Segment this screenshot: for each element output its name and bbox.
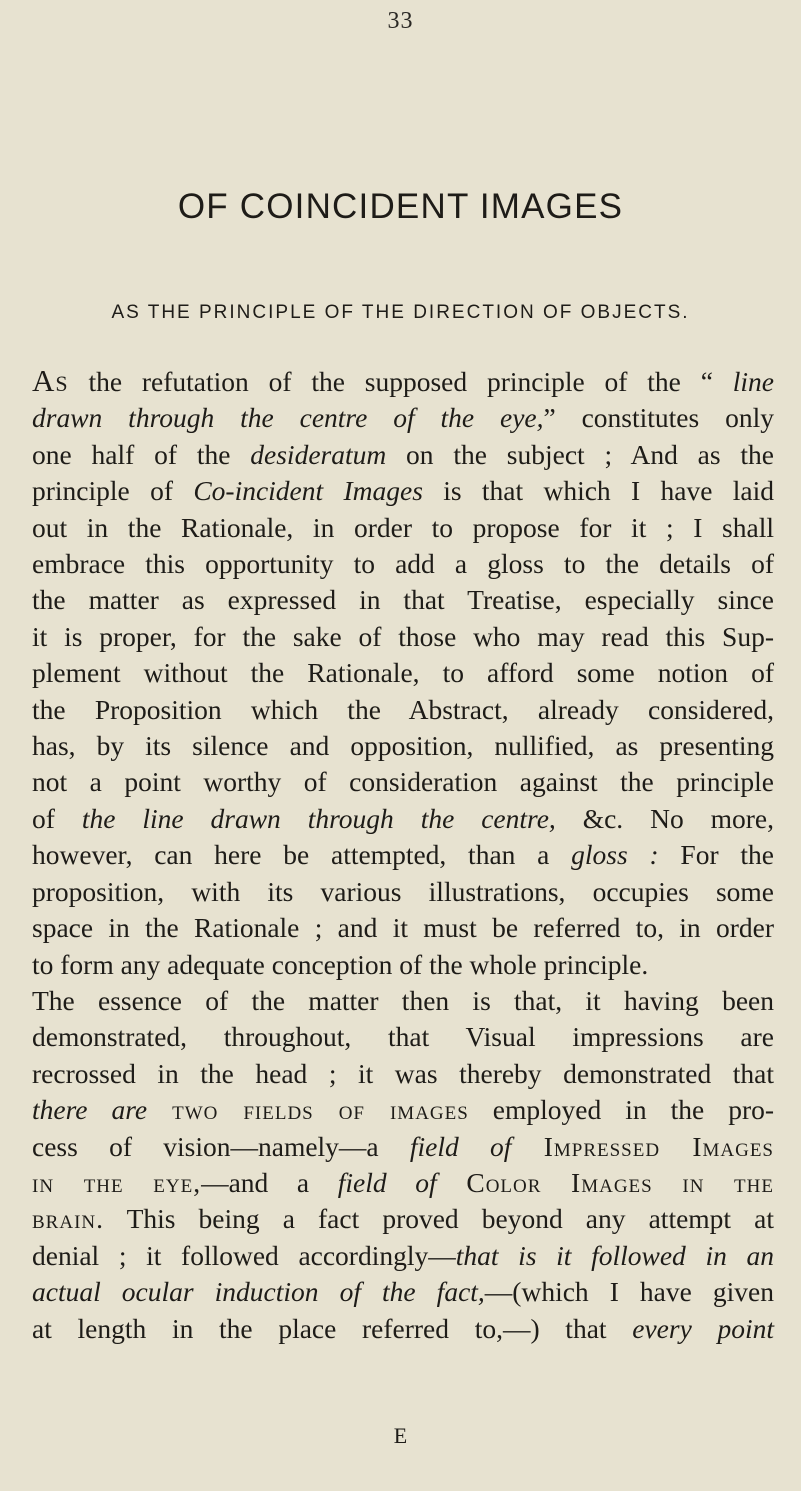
- text-line: drawn through the centre of the eye,” constitutes only: [32, 402, 774, 434]
- text-line: embrace this opportunity to add a gloss to the details of: [32, 548, 774, 580]
- text-line: demonstrated, throughout, that Visual impressions are: [32, 1021, 774, 1053]
- text-line: not a point worthy of consideration against the principle: [32, 766, 774, 798]
- text-line: recrossed in the head ; it was thereby demonstrated that: [32, 1057, 774, 1089]
- text-line: cess of vision—namely—a field of Impressed Images: [32, 1130, 774, 1162]
- text-line: has, by its silence and opposition, nullified, as presenting: [32, 730, 774, 762]
- text-line: the Proposition which the Abstract, already considered,: [32, 693, 774, 725]
- signature-mark: E: [393, 1423, 408, 1448]
- text-line: denial ; it followed accordingly—that is it followed in an: [32, 1239, 774, 1271]
- text-line: the matter as expressed in that Treatise, especially since: [32, 584, 774, 616]
- text-line: in the eye,—and a field of Color Images in the: [32, 1166, 774, 1198]
- text-line: plement without the Rationale, to afford some notion of: [32, 657, 774, 689]
- text-line: however, can here be attempted, than a gloss : For the: [32, 839, 775, 871]
- text-line: one half of the desideratum on the subject ; And as the: [32, 438, 774, 470]
- chapter-subtitle: AS THE PRINCIPLE OF THE DIRECTION OF OBJECTS.: [111, 302, 690, 323]
- text-line: brain. This being a fact proved beyond any attempt at: [32, 1203, 774, 1235]
- text-line: As the refutation of the supposed principle of the “ line: [32, 363, 774, 398]
- text-line: there are two fields of images employed in the pro-: [32, 1094, 775, 1126]
- text-line: out in the Rationale, in order to propose for it ; I shall: [32, 511, 774, 543]
- text-line: proposition, with its various illustrations, occupies some: [32, 875, 774, 907]
- text-line: space in the Rationale ; and it must be referred to, in order: [32, 912, 774, 944]
- text-line: it is proper, for the sake of those who may read this Sup-: [32, 620, 774, 652]
- chapter-title: OF COINCIDENT IMAGES: [177, 187, 624, 226]
- text-line: at length in the place referred to,—) that every point: [32, 1312, 774, 1344]
- body-text: [32, 363, 774, 1347]
- text-line: to form any adequate conception of the whole principle.: [32, 948, 649, 980]
- page-number: 33: [387, 8, 414, 34]
- text-line: The essence of the matter then is that, it having been: [32, 984, 774, 1016]
- text-line: of the line drawn through the centre, &c. No more,: [32, 802, 774, 834]
- text-line: actual ocular induction of the fact,—(which I have given: [32, 1276, 774, 1308]
- text-line: principle of Co-incident Images is that which I have laid: [32, 475, 774, 507]
